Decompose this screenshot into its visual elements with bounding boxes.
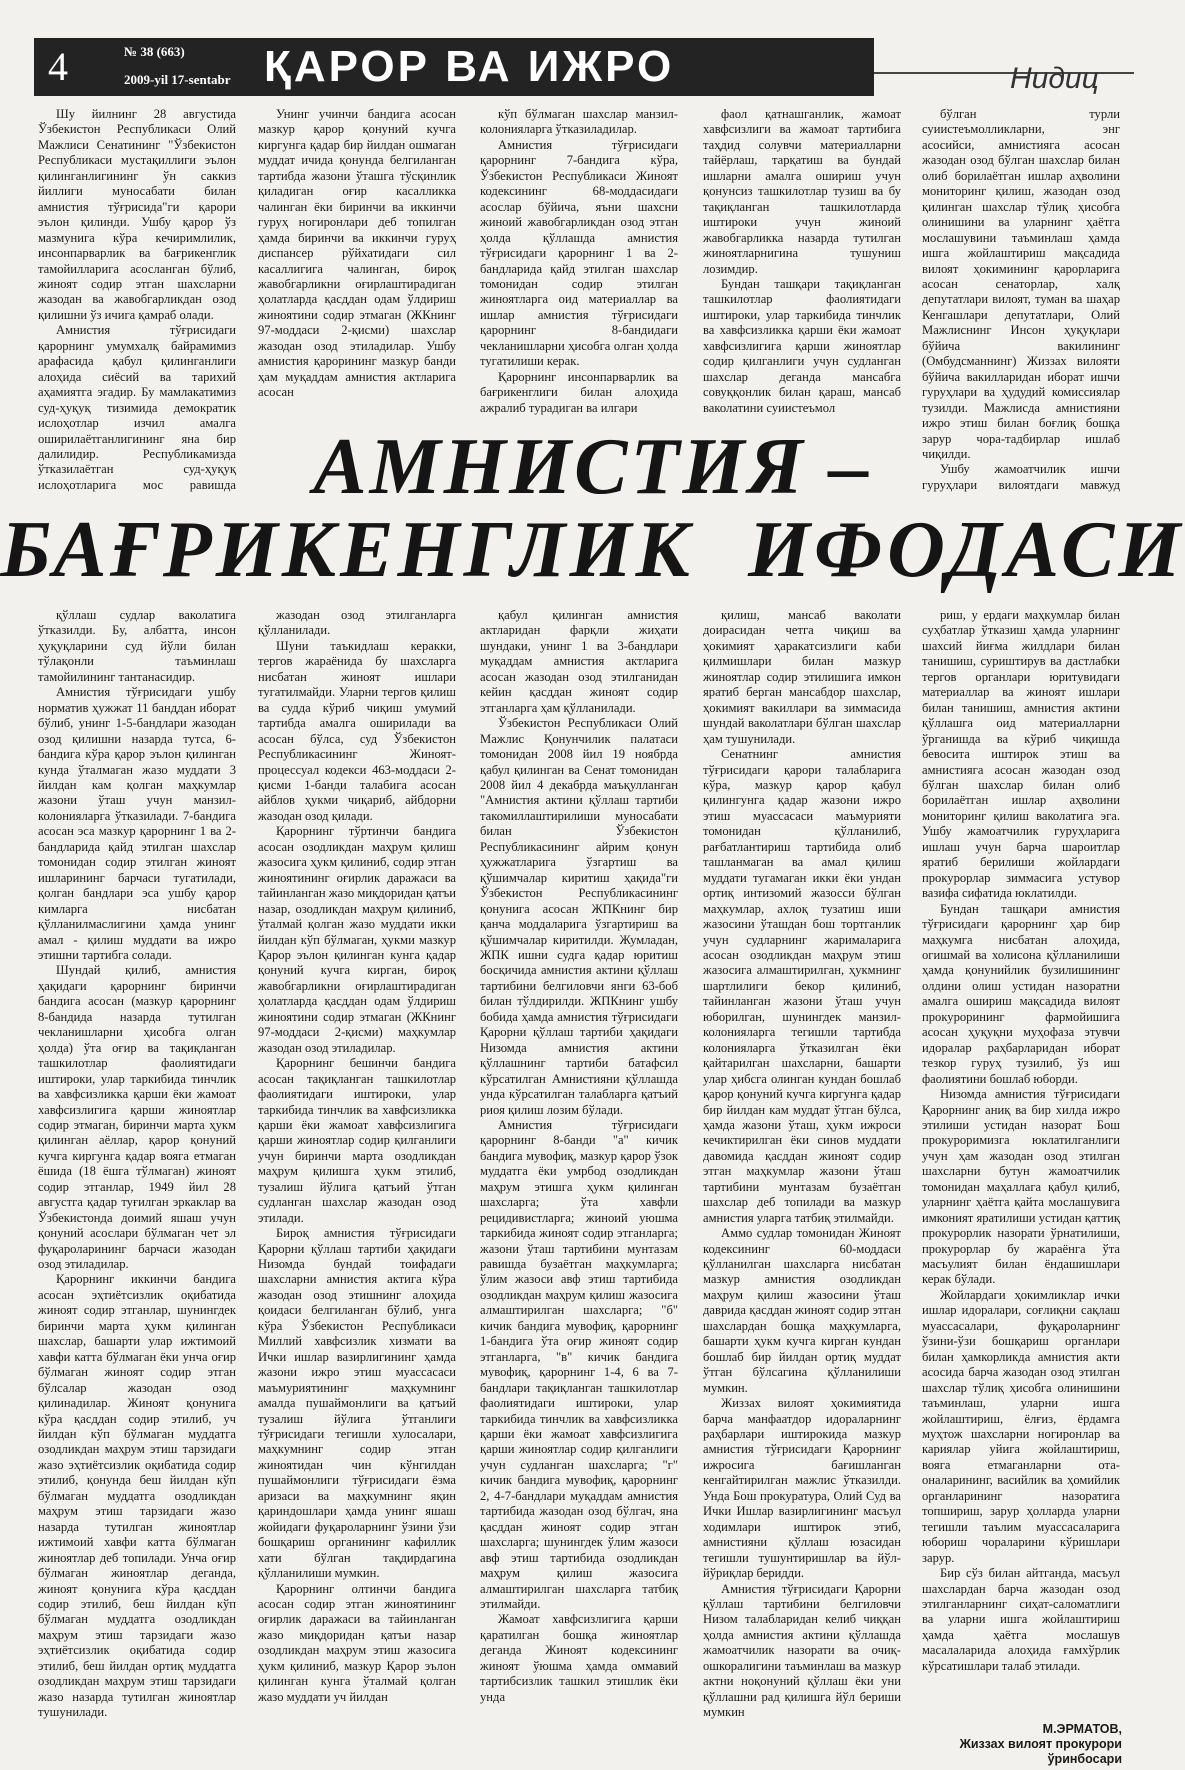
paragraph: Жойлардаги ҳокимликлар ички ишлар идоралари, соғлиқни сақлаш муассасалари, фуқароларнинг ўзини-ўзи бошқариш органлари билан ҳамкорликда амнистия акти асосида барча жазодан озод этилган шахслар тўлиқ ҳисобга олинишини таъминлаш, уларни ишга жойлаштириш, ёлғиз, ёрдамга муҳтож шахсларни ногиронлар ва кариялар уйига жойлаштириш, вояга етмаганларни ота-оналарининг, васийлик ва ҳомийлик органларининг назоратига топшириш, зарур ҳолларда уларни тегишли таълим муассасаларига юбориш чораларини кўришлари зарур.: [922, 1287, 1120, 1565]
paragraph: Қарорнинг тўртинчи бандига асосан озодликдан маҳрум қилиш жазосига ҳукм қилиниб, содир этган жиноятининг оғирлик даражаси ва тайинланган жазо миқдоридан қатъи назар, озодликдан маҳрум қилиниб, ўталмай қолган жазо муддати икки йилдан кўп бўлмаган, ҳукми мазкур Қарор эълон қилинган кунга қадар қонуний кучга кирган, бироқ жавобгарликни оғирлаштирадиган ҳолатларда қасддан одам ўлдириш жиноятини содир этмаган (ЖКнинг 97-моддаси 2-қисми) маҳкумлар жазодан озод этиладилар.: [258, 824, 456, 1055]
paragraph: Амнистия тўғрисидаги Қарорни қўллаш тартибини белгиловчи Низом талабларидан келиб чиққан ҳолда амнистия актини қўллашда жамоатчилик назорати ва очиқ-ошкоралигини таъминлаш ва мазкур актни ноқонуний қўллаш ёки уни қўллашни рад қилишга йўл бериши мумкин: [703, 1581, 901, 1720]
author-title-continued: ўринбосари: [1047, 1752, 1122, 1766]
paragraph: Қарорнинг олтинчи бандига асосан содир этган жиноятининг оғирлик даражаси ва тайинланган жазо миқдоридан қатъи назар озодликдан маҳрум этиш жазосига ҳукм қилиниб, мазкур Қарор эълон қилинган кунга ўталмай қолган жазо муддати уч йилдан: [258, 1581, 456, 1704]
article-column-bottom-2: [258, 608, 456, 1753]
author-title: Жиззах вилоят прокурори: [959, 1737, 1122, 1751]
headline-line-1: АМНИСТИЯ –: [313, 423, 872, 511]
paragraph: кўп бўлмаган шахслар манзил-колонияларга ўтказиладилар.: [480, 107, 678, 137]
paragraph: Ушбу жамоатчилик ишчи гуруҳлари вилоятдаги мавжуд: [922, 462, 1120, 492]
headline-line-2: БАҒРИКЕНГЛИК ИФОДАСИ: [0, 506, 1185, 594]
paragraph: Бундан ташқари тақиқланган ташкилотлар фаолиятидаги иштироки, улар таркибида тинчлик ва хавфсизликка қарши ёки жамоат хавфсизлигига қарши жиноятлар содир қилганлиги учун судланган шахслар деганда мансабга совуққонлик билан қараш, мансаб ваколатини суиистеъмол: [703, 276, 901, 415]
paragraph: Шуни таъкидлаш керакки, тергов жараёнида бу шахсларга нисбатан жиноят ишлари тугатилмайди. Уларни тергов қилиш ва судда кўриб чиқиш умумий тартибда амалга оширилади ва асосан бўлса, суд Ўзбекистон Республикасининг Жиноят-процессуал кодекси 463-моддаси 2-қисми 1-банди талабига асосан айблов ҳукми чиқариб, айбдорни жазодан озод қилади.: [258, 638, 456, 823]
paragraph: Қарорнинг иккинчи бандига асосан эҳтиётсизлик оқибатида жиноят содир этганлар, шунингдек биринчи марта ҳукм қилинган шахслар, башарти улар ижтимоий хавфи катта бўлмаган ёки унча оғир бўлмаган жиноят содир этган бўлсалар жазодан озод қилинадилар. Жиноят қонунига кўра қасддан содир этилиб, уч йилдан кўп бўлмаган муддатга озодликдан маҳрум этиш тарзидаги жазо эҳтиётсизлик оқибатида содир этилиб, қонунда беш йилдан кўп бўлмаган муддатга озодликдан маҳрум этиш тарзидаги жазо назарда тутилган жиноятлар ижтимоий хавфи катта бўлмаган жиноятлар деб топилади. Унча оғир бўлмаган жиноятлар деганда, жиноят қонунига кўра қасддан содир этилиб, беш йилдан кўп бўлмаган муддатга озодликдан маҳрум этиш тарзидаги жазо эҳтиётсизлик оқибатида содир этилиб, беш йилдан ортиқ муддатга озодликдан маҳрум этиш тарзидаги жазо назарда тутилган жиноятлар тушунилади.: [38, 1272, 236, 1720]
newspaper-title: ҚАРОР ВА ИЖРО: [264, 42, 675, 91]
paragraph: қабул қилинган амнистия актларидан фарқли жиҳати шундаки, унинг 1 ва 3-бандлари муқаддам амнистия актларига асосан жазодан озод этилганидан кейин қасддан жиноят содир этганларга ҳам қўлланилади.: [480, 608, 678, 715]
paragraph: Жамоат хавфсизлигига қарши қаратилган бошқа жиноятлар деганда Жиноят кодексининг жиноят ўюшма ҳамда оммавий тартибсизлик ташкил этишлик ёки унда: [480, 1612, 678, 1704]
paragraph: Аммо судлар томонидан Жиноят кодексининг 60-моддаси қўлланилган шахсларга нисбатан мазкур амнистия озодликдан маҳрум қилиш жазосини ўташ даврида қасддан жиноят содир этган шахслардан бошқа маҳкумларга, башарти ҳукм кучга кирган кундан бошлаб бир йилдан ортиқ муддат ўтган бўлсагина қўлланилиши мумкин.: [703, 1226, 901, 1395]
article-column-bottom-1: [38, 608, 236, 1753]
region-label: Нидиц: [1010, 62, 1099, 95]
paragraph: Сенатнинг амнистия тўғрисидаги қарори талабларига кўра, мазкур қарор қабул қилингунга қадар жазони ижро этиш муассасаси маъмурияти томонидан қўлланилиб, рағбатлантириш тартибида олиб ташланмаган ва амал қилиш муддати тугамаган икки ёки ундан ортиқ интизомий жазосси бўлган маҳкумлар, ахлоқ тузатиш иши жазосини ўташдан бош тортганлик учун судларнинг жарималарига асосан озодликдан маҳрум этиш жазосига алмаштирилган, ҳукмнинг шартлилиги бекор қилиниб, тайинланган жазони ўташ учун юборилган, шунингдек манзил-колонияларга тегишли тартибда колонияларга ўтказилган ёки қайтарилган шахсларни, башарти улар ҳибсга олинган кундан бошлаб қарор қонуний кучга киргунга қадар бир йилдан кам муддат ўтган бўлса, ҳамда жазони ўташ, ҳукм ижроси кечиктирилган ёки синов муддати давомида қасддан жиноят содир этган маҳкумлар жазони ўташ тартибини мунтазам бузаётган шахслар деб топилади ва мазкур амнистия уларга татбиқ этилмайди.: [703, 747, 901, 1225]
paragraph: жазодан озод этилганларга қўлланилади.: [258, 608, 456, 638]
paragraph: Жиззах вилоят ҳокимиятида барча манфаатдор идораларнинг раҳбарлари иштирокида мазкур амнистия тўғрисидаги Қарорнинг ижросига бағишланган кенгайтирилган мажлис ўтказилди. Унда Бош прокуратура, Олий Суд ва Ички Ишлар вазирлигининг масъул ходимлари иштирок этиб, амнистияни қўллаш юзасидан тегишли тушунтиришлар ва йўл-йўриқлар беридди.: [703, 1396, 901, 1581]
paragraph: Амнистия тўғрисидаги қарорнинг умумхалқ байрамимиз арафасида қабул қилинганлиги алоҳида сиёсий ва тарихий аҳамиятга эгадир. Бу мамлакатимиз суд-ҳуқуқ тизимида демократик ислоҳотлар изчил амалга оширилаётганлигининг яна бир далилидир. Республикамизда ўтказилаётган суд-ҳуқуқ ислоҳотларига мос равишда: [38, 323, 236, 492]
issue-number: № 38 (663): [124, 44, 185, 59]
paragraph: Амнистия тўғрисидаги қарорнинг 7-бандига кўра, Ўзбекистон Республикаси Жиноят кодексининг 68-моддасидаги асослар бўйича, яъни шахсни жиноий жавобгарликдан озод этган ҳолда қўллашда амнистия тўғрисидаги қарорнинг 1 ва 2-бандларида қайд этилган шахслар томонидан содир этилган жиноятларга оид материаллар ва ишлар амнистия тўғрисидаги қарорнинг 8-бандидаги чекланишларни ҳисобга олган ҳолда тугатилиши керак.: [480, 137, 678, 369]
article-column-bottom-4: [703, 608, 901, 1753]
paragraph: Шундай қилиб, амнистия ҳақидаги қарорнинг биринчи бандига асосан (мазкур қарорнинг 8-бандида назарда тутилган чекланишларни ҳисобга олган ҳолда) ўта оғир ва тақиқланган ташкилотлар фаолиятидаги иштироки, улар таркибида тинчлик ва хавфсизликка қарши ёки жамоат хавфсизлигига қарши жиноятлар содир этмаган, биринчи марта ҳукм қилинган аёллар, қарор қонуний кучга киргунга қадар вояга етмаган ёшида (18 ёшга тўлмаган) жиноят содир этганлар, 1949 йил 28 августга қадар туғилган эркаклар ва Ўзбекистонда доимий яшаш учун қонуний асослари бўлмаган чет эл фуқароларининг барчаси жазодан озод этиладилар.: [38, 963, 236, 1272]
masthead: [34, 38, 874, 96]
issue-date: 2009-yil 17-sentabr: [124, 72, 231, 87]
paragraph: Ўзбекистон Республикаси Олий Мажлис Қонунчилик палатаси томонидан 2008 йил 19 ноябрда қабул қилинган ва Сенат томонидан 2008 йил 4 декабрда маъқулланган "Амнистия актини қўллаш тартиби такомиллаштирилиши муносабати билан Ўзбекистон Республикасининг айрим қонун ҳужжатларига ўзгартиш ва қўшимчалар киритиш ҳақида"ги Ўзбекистон Республикасининг қонунига асосан ЖПКнинг бир қанча моддаларига ўзгартириш ва қўшимчалар киритилди. Жумладан, ЖПК ишни судга қадар юритиш босқичида амнистия актини қўллаш тартибини белгиловчи янги 63-боб билан тўлдирилди. ЖПКнинг ушбу бобида ҳамда амнистия тўғрисидаги Қарорни қўллаш тартиби ҳақидаги Низомда амнистия актини қўллашнинг тартиби батафсил кўрсатилган Амнистияни қўллашда унда кўрсатилган талабларга қатъий риоя қилиш лозим бўлади.: [480, 716, 678, 1117]
paragraph: Шу йилнинг 28 августида Ўзбекистон Республикаси Олий Мажлиси Сенатининг "Ўзбекистон Республикаси мустақиллиги эълон қилинганлигининг ўн саккиз йиллиги муносабати билан амнистия тўғрисида"ги қарори эълон қилинди. Ушбу қарор ўз мазмунига кўра кечиримлилик, инсонпарварлик ва бағрикенглик тамойилларига асосланган бўлиб, жиноят содир этган шахсларни жазодан ва жавобгарликдан озод қилишни ўз ичига қамраб олади.: [38, 107, 236, 322]
article-column-bottom-5: [922, 608, 1120, 1718]
paragraph: Қарорнинг инсонпарварлик ва бағрикенглиги билан алоҳида ажралиб турадиган ва илгари: [480, 369, 678, 415]
paragraph: Амнистия тўғрисидаги қарорнинг 8-банди "а" кичик бандига мувофиқ, мазкур қарор ўзок муддатга ёки умрбод озодликдан маҳрум этишга ҳукм қилинган шахсларга; ўта хавфли рецидивистларга; жиноий уюшма таркибида жиноят содир этганларга; жазони ўташ тартибини мунтазам равишда бузаётган маҳкумларга; ўлим жазоси авф этиш тартибида озодликдан маҳрум қилиш жазосига алмаштирилган шахсларга; "б" кичик бандига мувофиқ, қарорнинг 1-бандига ўта оғир жиноят содир этганларга, "в" кичик бандига мувофиқ, қарорнинг 1-4, 6 ва 7-бандлари тақиқланган ташкилотлар фаолиятидаги иштироки, улар таркибида тинчлик ва хавфсизликка қарши ёки жамоат хавфсизлигига қарши жиноятлар содир қилганлиги учун судланган шахсларга; "г" кичик бандига мувофиқ, қарорнинг 2, 4-7-бандлари муқаддам амнистия тартибида жазодан озод бўлгач, яна қасддан жиноят содир этган шахсларга; шунингдек ўлим жазоси авф этиш тартибида озодликдан маҳрум қилиш жазосига алмаштирилган шахсларга татбиқ этилмайди.: [480, 1117, 678, 1611]
author-signature: [922, 1722, 1122, 1767]
paragraph: Қарорнинг бешинчи бандига асосан тақиқланган ташкилотлар фаолиятидаги иштироки, улар таркибида тинчлик ва хавфсизликка қарши ёки жамоат хавфсизлигига қарши жиноятлар содир қилганлиги учун биринчи марта озодликдан маҳрум қилишга ҳукм этилиб, тузалиш йўлига қатъий ўтган судланган шахслар жазодан озод этилади.: [258, 1056, 456, 1225]
paragraph: Бир сўз билан айтганда, масъул шахслардан барча жазодан озод этилганларнинг сиҳат-саломатлиги ва уларни ишга жойлаштириш ҳамда ҳаётга мослашув масалаларида алоҳида ғамхўрлик кўрсатишлари талаб этилади.: [922, 1566, 1120, 1673]
article-column-bottom-3: [480, 608, 678, 1753]
paragraph: Низомда амнистия тўғрисидаги Қарорнинг аниқ ва бир хилда ижро этилиши устидан назорат Бош прокуроримизга юклатилганлиги учун ҳам жазодан озод этилган шахсларни бутун жамоатчилик томонидан маҳаллага қабул қилиб, уларнинг ҳаётга қайта мослашувига имконият яратилиши устидан қаттиқ прокурорлик назорати ўрнатилиши, прокурорлар бу жараёнга ўта масъулият билан ёндашишлари керак бўлади.: [922, 1087, 1120, 1287]
paragraph: фаол қатнашганлик, жамоат хавфсизлиги ва жамоат тартибига таҳдид солувчи материалларни тайёрлаш, тарқатиш ва бундай ишларни амалга ошириш учун қонунсиз ташкилотлар тузиш ва бу тақиқланган ташкилотларда иштироки учун жиноий жавобгарликка назарда тутилган жиноятларнигина тушуниш лозимдир.: [703, 107, 901, 276]
paragraph: қилиш, мансаб ваколати доирасидан четга чиқиш ва ҳокимият ҳаракатсизлиги каби қилмишлари билан мазкур жиноятлар содир этилишига имкон яратиб берган мансабдор шахслар, ҳокимият вакиллари ва зиммасида шундай ваколатлари бўлган шахслар ҳам тушунилади.: [703, 608, 901, 746]
page-number: 4: [48, 44, 68, 89]
paragraph: Амнистия тўғрисидаги ушбу норматив ҳужжат 11 банддан иборат бўлиб, унинг 1-5-бандлари жазодан озод қилишни назарда тутса, 6-бандига кўра қарор эълон қилинган кунда ўталмаган жазо муддати 3 йилдан кам қолган маҳкумлар жазони ўташ учун манзил-колонияларга ўтказилади. 7-бандига асосан эса мазкур қарорнинг 1 ва 2-бандларида қайд этилган шахслар томонидан содир этилган жиноят ишларининг барчаси тугатилади, қолган бандлари эса ушбу қарор кимларга нисбатан қўлланилмаслигини ҳамда унинг амал - қилиш муддати ва ижро этишни тартибга солади.: [38, 685, 236, 962]
paragraph: бўлган турли суиистеъмолликларни, энг асосийси, амнистияга асосан жазодан озод бўлган шахслар билан олиб борилаётган ишлар аҳволини мониторинг қилиш, жазодан озод қилинган шахслар тўлиқ ҳисобга олинишини ва уларнинг ҳаётга мослашувини таъминлаш ҳамда ишга жойлаштириш мақсадида вилоят ҳокимининг қарорларига асосан сенаторлар, халқ депутатлари вилоят, туман ва шаҳар Кенгашлари депутатлари, Олий Мажлиснинг Инсон ҳуқуқлари бўйича вакилининг (Омбудсманнинг) Жиззах вилояти бўйича вакилларидан иборат ишчи гуруҳлари ва ҳудудий комиссиялар тузилди. Мажлисда амнистияни ижро этиш билан боғлиқ бошқа зарур чора-тадбирлар ишлаб чиқилди.: [922, 107, 1120, 461]
paragraph: Бироқ амнистия тўғрисидаги Қарорни қўллаш тартиби ҳақидаги Низомда бундай тоифадаги шахсларни амнистия актига кўра жазодан озод этишнинг алоҳида қоидаси белгиланган бўлиб, унга кўра Ўзбекистон Республикаси Миллий хавфсизлик хизмати ва Ички ишлар вазирлигининг ҳамда жазони ижро этиш муассасаси маъмуриятининг маҳкумнинг амалда пушаймонлиги ва қатъий тузалиш йўлига ўтганлиги тўғрисидаги тегишли хулосалари, маҳкумнинг содир этган жиноятидан чин кўнгилдан пушаймонлиги тўғрисидаги ёзма аризаси ва маҳкумнинг яқин қариндошлари ҳамда унинг яшаш жойидаги фуқароларнинг ўзини ўзи бошқариш органининг кафиллик хати бўлган тақдирдагина қўлланилиши мумкин.: [258, 1226, 456, 1581]
paragraph: Бундан ташқари амнистия тўғрисидаги қарорнинг ҳар бир маҳкумга нисбатан алоҳида, огишмай ва холисона қўлланилиши ҳамда қонунийлик бузилишининг олдини олиш устидан назоратни амалга ошириш мақсадида вилоят прокурорининг фармойишига асосан ҳуқуқни муҳофаза этувчи идоралар раҳбарларидан иборат тезкор гуруҳ тузилиб, ўз иш фаолиятини бошлаб юборди.: [922, 901, 1120, 1086]
paragraph: қўллаш судлар ваколатига ўтказилди. Бу, албатта, инсон ҳуқуқларини суд йўли билан тўлақонли таъминлаш тамойилининг тантанасидир.: [38, 608, 236, 684]
author-name: М.ЭРМАТОВ,: [1042, 1722, 1122, 1736]
paragraph: риш, у ердаги маҳкумлар билан суҳбатлар ўтказиш ҳамда уларнинг шахсий йиғма жилдлари билан танишиш, суриштирув ва дастлабки тергов органлари юритувидаги материаллар ва жиноят ишлари билан танишиш, амнистия актини қўллашга оид материалларни ўрганишда ва кўриб чиқишда бевосита иштирок этиш ва амнистияга асосан жазодан озод бўлган шахслар билан олиб борилаётган ишлар аҳволини мониторинг қилиш ваколатига эга. Ушбу жамоатчилик гуруҳларига ишлаш учун барча шароитлар яратиб берилиши жойлардаги прокурорлар зиммасига устувор вазифа сифатида юклатилди.: [922, 608, 1120, 901]
paragraph: Унинг учинчи бандига асосан мазкур қарор қонуний кучга киргунга қадар бир йилдан ошмаган муддат ичида қонунда белгиланган тартибда жазони ўташга тўсқинлик қиладиган оғир касалликка чалинган ёки биринчи ва иккинчи гуруҳ ногиронлари деб топилган ҳамда биринчи ва иккинчи гуруҳ диспансер рўйхатидаги сил касаллигига чалинган, бироқ жавобгарликни оғирлаштирадиган ҳолатларда қасддан одам ўлдириш жиноятини содир этмаган (ЖКнинг 97-моддаси 2-қисми) шахслар жазодан озод этиладилар. Ушбу амнистия қарорининг мазкур банди ҳам муқаддам амнистия актларига асосан: [258, 107, 456, 400]
